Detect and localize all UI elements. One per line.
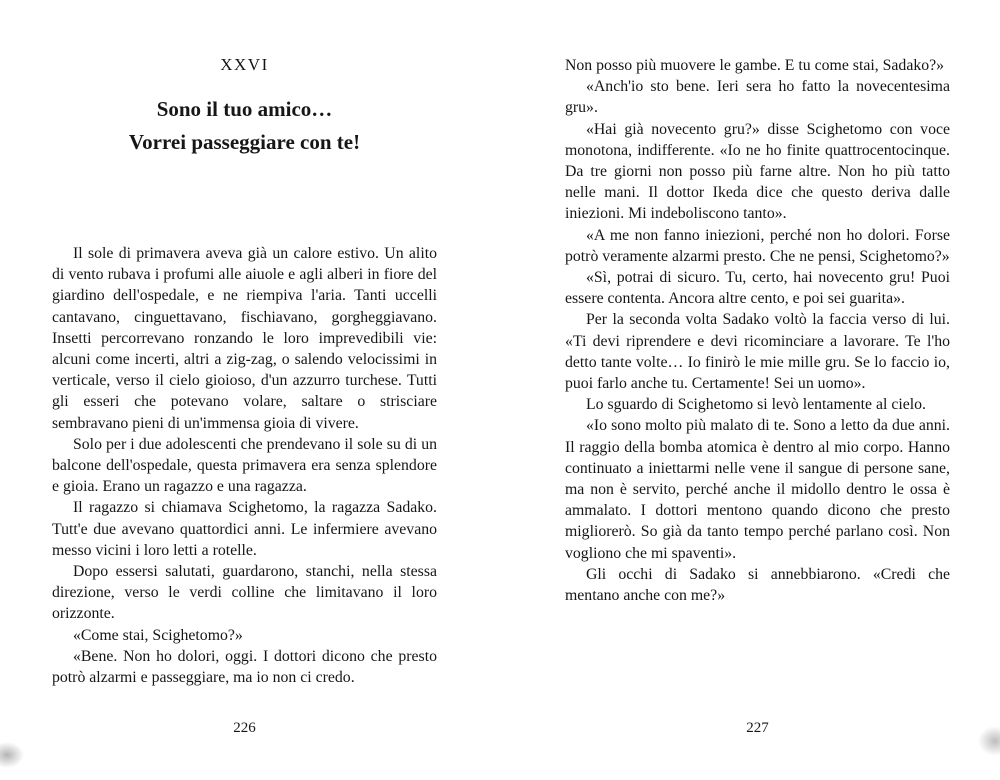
paragraph: «Bene. Non ho dolori, oggi. I dottori dicono che presto potrò alzarmi e passeggiare, ma io non ci credo. <box>52 647 437 687</box>
paragraph-continuation: Non posso più muovere le gambe. E tu come stai, Sadako?» <box>565 57 945 74</box>
page-left-body <box>52 243 437 688</box>
paragraph: Gli occhi di Sadako si annebbiarono. «Credi che mentano anche con me?» <box>565 565 950 605</box>
paragraph: Il sole di primavera aveva già un calore estivo. Un alito di vento rubava i profumi alle aiuole e agli alberi in fiore del giardino dell'ospedale, e ne riempiva l'aria. Tanti uccelli cantavano, cinguettavano, fischiavano, gorgheggiavano. Insetti percorrevano ronzando le loro imprevedibili vie: alcuni come incerti, altri a zig-zag, o salendo velocissimi in verticale, verso il cielo gioioso, d'un azzurro turchese. Tutti gli esseri che potevano volare, saltare o strisciare sembravano pieni di un'immensa gioia di vivere. <box>52 245 437 432</box>
paragraph: «A me non fanno iniezioni, perché non ho dolori. Forse potrò veramente alzarmi presto. Che ne pensi, Scighetomo?» <box>565 226 950 265</box>
paragraph: «Come stai, Scighetomo?» <box>73 626 243 644</box>
paragraph: «Sì, potrai di sicuro. Tu, certo, hai novecento gru! Puoi essere contenta. Ancora altre cento, e poi sei guarita». <box>565 269 950 308</box>
paragraph: «Anch'io sto bene. Ieri sera ho fatto la novecentesima gru». <box>565 78 950 117</box>
chapter-title <box>52 93 437 159</box>
paragraph: Lo sguardo di Scighetomo si levò lentamente al cielo. <box>586 396 926 414</box>
page-right <box>500 0 1000 780</box>
paragraph: Per la seconda volta Sadako voltò la faccia verso di lui. «Ti devi riprendere e devi ricominciare a lavorare. Te l'ho detto tante volte… Io finirò le mie mille gru. Se lo faccio io, puoi farlo anche tu. Certamente! Sei un uomo». <box>565 311 950 393</box>
chapter-title-line2: Vorrei passeggiare con te! <box>128 130 361 154</box>
page-right-text-column <box>565 0 950 606</box>
paragraph: Dopo essersi salutati, guardarono, stanchi, nella stessa direzione, verso le verdi colline che limitavano il loro orizzonte. <box>52 563 437 623</box>
paragraph: «Io sono molto più malato di te. Sono a letto da due anni. Il raggio della bomba atomica è dentro al mio corpo. Hanno continuato a iniettarmi nelle vene il sangue di persone sane, ma non è servito, perché anche il midollo dentro le ossa è ammalato. I dottori mentono quando dicono che presto migliorerò. So già da tanto tempo perché parlano così. Non vogliono che mi spaventi». <box>565 417 950 562</box>
page-right-body <box>565 55 950 606</box>
paragraph: Il ragazzo si chiamava Scighetomo, la ragazza Sadako. Tutt'e due avevano quattordici anni. Le infermiere avevano messo vicini i loro letti a rotelle. <box>52 499 437 559</box>
paragraph: Solo per i due adolescenti che prendevano il sole su di un balcone dell'ospedale, questa primavera era senza splendore e gioia. Erano un ragazzo e una ragazza. <box>52 435 437 496</box>
chapter-number: XXVI <box>220 55 269 74</box>
page-number-left: 226 <box>233 720 256 736</box>
page-number-right: 227 <box>746 720 769 736</box>
page-left-text-column <box>52 0 437 688</box>
paragraph: «Hai già novecento gru?» disse Scighetomo con voce monotona, indifferente. «Io ne ho finite quattrocentocinque. Da tre giorni non posso più farne altre. Non ho più tatto nelle mani. Il dottor Ikeda dice che questo deriva dalle iniezioni. Mi indeboliscono tanto». <box>565 120 950 223</box>
chapter-title-line1: Sono il tuo amico… <box>156 97 333 121</box>
